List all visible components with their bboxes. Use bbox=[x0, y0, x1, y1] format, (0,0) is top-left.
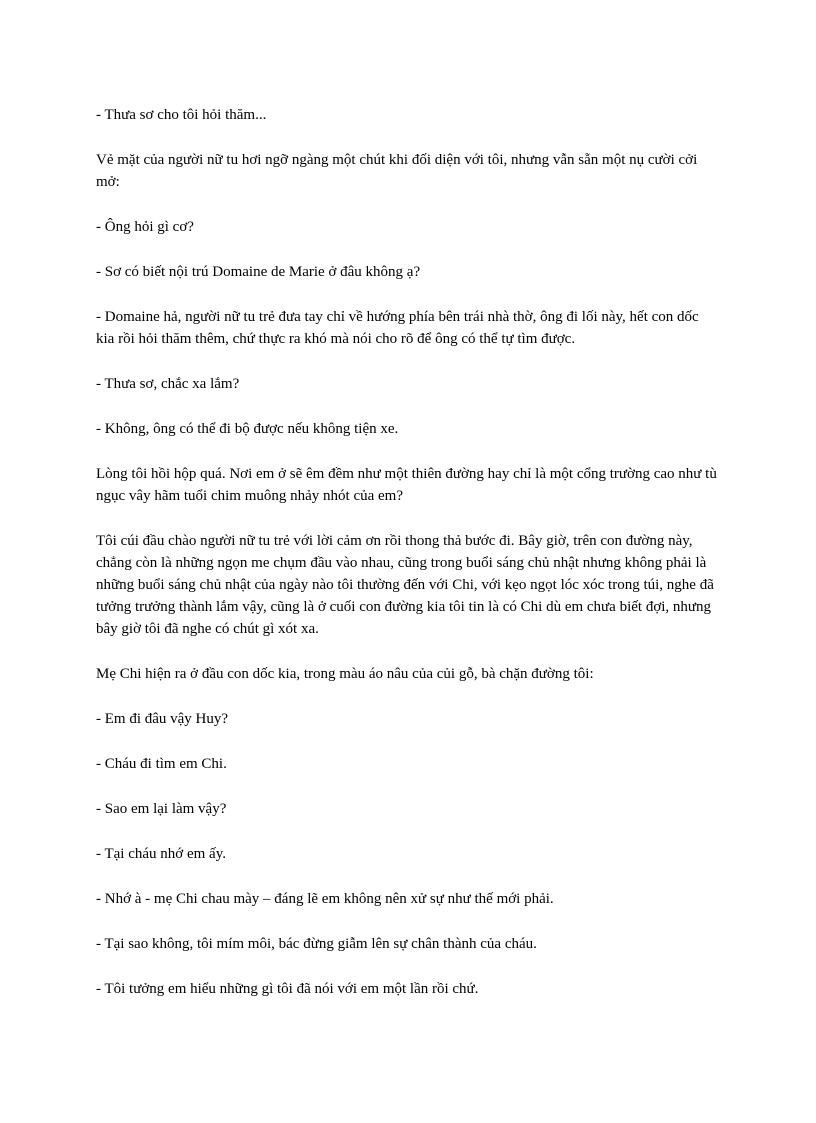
paragraph: Vẻ mặt của người nữ tu hơi ngỡ ngàng một chút khi đối diện với tôi, nhưng vẫn sẵn một nụ cười cởi mở: bbox=[96, 152, 698, 190]
paragraph: Tôi cúi đầu chào người nữ tu trẻ với lời cảm ơn rồi thong thả bước đi. Bây giờ, trên con đường này, chẳng còn là những ngọn me chụm đầu vào nhau, cũng trong buổi sáng chủ nhật nhưng không phải là những buổi sáng chủ nhật của ngày nào tôi thường đến với Chi, với kẹo ngọt lóc xóc trong túi, nghe đã tưởng trưởng thành lắm vậy, cũng là ở cuối con đường kia tôi tin là có Chi dù em chưa biết đợi, nhưng bây giờ tôi đã nghe có chút gì xót xa. bbox=[96, 533, 714, 637]
paragraph: - Ông hỏi gì cơ? bbox=[96, 219, 194, 235]
paragraph: Lòng tôi hồi hộp quá. Nơi em ở sẽ êm đềm như một thiên đường hay chỉ là một cổng trường cao như tù ngục vây hãm tuổi chim muông nhảy nhót của em? bbox=[96, 466, 717, 504]
paragraph: Mẹ Chi hiện ra ở đầu con dốc kia, trong màu áo nâu của củi gỗ, bà chặn đường tôi: bbox=[96, 666, 594, 682]
paragraph: - Sao em lại làm vậy? bbox=[96, 801, 227, 817]
paragraph: - Tại cháu nhớ em ấy. bbox=[96, 846, 226, 862]
paragraph: - Sơ có biết nội trú Domaine de Marie ở đâu không ạ? bbox=[96, 264, 421, 280]
paragraph: - Tôi tưởng em hiểu những gì tôi đã nói với em một lần rồi chứ. bbox=[96, 981, 479, 997]
paragraph: - Cháu đi tìm em Chi. bbox=[96, 756, 227, 772]
paragraph: - Thưa sơ, chắc xa lắm? bbox=[96, 376, 240, 392]
paragraph: - Tại sao không, tôi mím môi, bác đừng giẫm lên sự chân thành của cháu. bbox=[96, 936, 537, 952]
paragraph: - Nhớ à - mẹ Chi chau mày – đáng lẽ em không nên xử sự như thế mới phải. bbox=[96, 891, 554, 907]
paragraph: - Không, ông có thể đi bộ được nếu không tiện xe. bbox=[96, 421, 399, 437]
paragraph: - Thưa sơ cho tôi hỏi thăm... bbox=[96, 107, 267, 123]
document-body bbox=[96, 104, 720, 1023]
paragraph: - Em đi đâu vậy Huy? bbox=[96, 711, 229, 727]
paragraph: - Domaine hả, người nữ tu trẻ đưa tay chỉ về hướng phía bên trái nhà thờ, ông đi lối này, hết con dốc kia rồi hỏi thăm thêm, chứ thực ra khó mà nói cho rõ để ông có thể tự tìm được. bbox=[96, 309, 699, 347]
